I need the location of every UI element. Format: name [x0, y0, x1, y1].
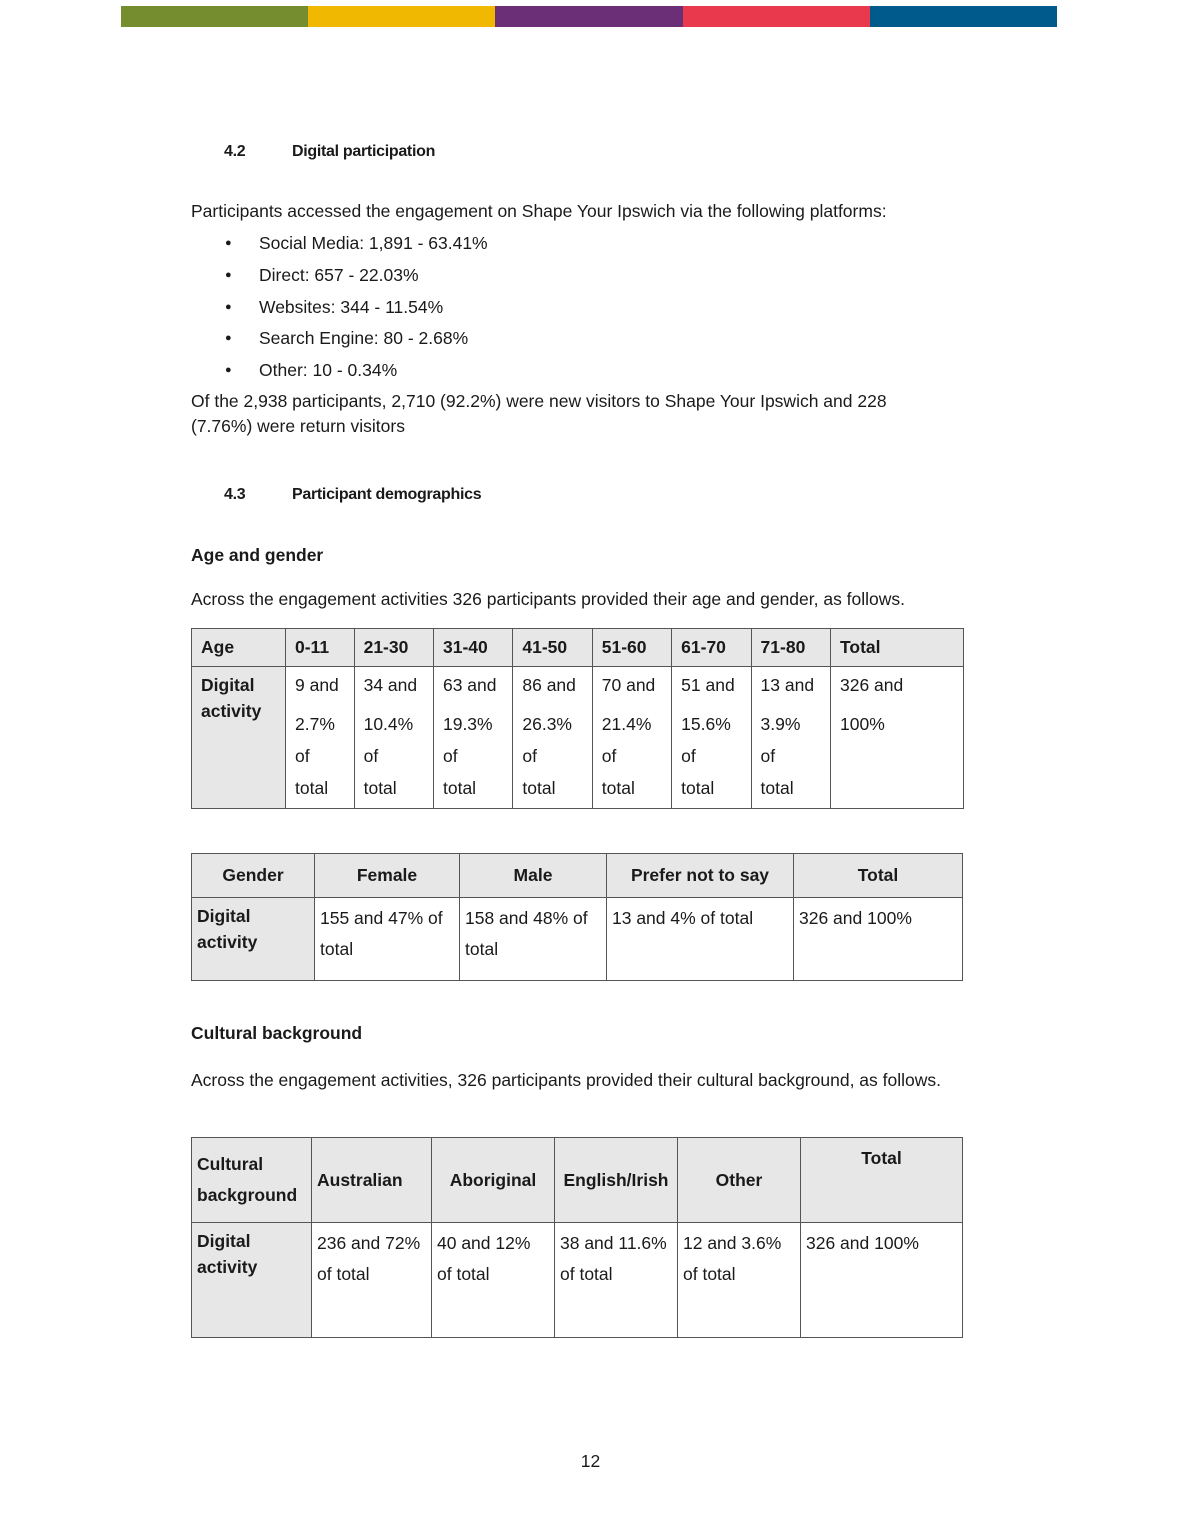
- column-header: Australian: [312, 1138, 432, 1223]
- list-item: ● Other: 10 - 0.34%: [191, 357, 488, 389]
- cell-line: 2.7%: [295, 714, 335, 734]
- visitors-paragraph: Of the 2,938 participants, 2,710 (92.2%) were new visitors to Shape Your Ipswich and 228 (7.76%) were return visitors: [191, 391, 887, 436]
- cell-line: 3.9%: [760, 714, 801, 734]
- column-header: 71-80: [751, 629, 830, 667]
- cell-line: of: [760, 746, 776, 766]
- table-header-row: [192, 1138, 963, 1223]
- table-cell: [751, 667, 830, 809]
- color-band: [308, 6, 495, 27]
- cell-line: 19.3%: [442, 714, 493, 734]
- cell-line: of: [681, 746, 696, 766]
- list-item: ● Direct: 657 - 22.03%: [191, 262, 488, 294]
- cell-line: 63 and: [442, 675, 497, 695]
- cell-line: 100%: [840, 714, 885, 734]
- column-header: Gender: [192, 854, 315, 898]
- column-header: 61-70: [672, 629, 751, 667]
- cell-line: total: [363, 778, 397, 798]
- cell-line: 86 and: [522, 675, 576, 695]
- column-header: 21-30: [354, 629, 433, 667]
- row-label: Digital activity: [192, 667, 286, 809]
- cell-line: 26.3%: [522, 714, 572, 734]
- cell-line: total: [522, 778, 556, 798]
- cell-line: of: [442, 746, 458, 766]
- table-cell: 236 and 72% of total: [312, 1223, 432, 1338]
- column-header: English/Irish: [555, 1138, 678, 1223]
- list-item: ● Search Engine: 80 - 2.68%: [191, 325, 488, 357]
- row-label: Digital activity: [192, 1223, 312, 1338]
- table-cell: [286, 667, 355, 809]
- column-header: Prefer not to say: [607, 854, 794, 898]
- table-header-row: [192, 854, 963, 898]
- list-item: ● Websites: 344 - 11.54%: [191, 294, 488, 326]
- column-header: Male: [460, 854, 607, 898]
- cell-line: 34 and: [363, 675, 418, 695]
- column-header: Female: [315, 854, 460, 898]
- color-band: [683, 6, 870, 27]
- platforms-intro: Participants accessed the engagement on Shape Your Ipswich via the following platforms:: [191, 201, 887, 221]
- cell-line: total: [295, 778, 329, 798]
- cell-line: of: [295, 746, 310, 766]
- cell-line: 10.4%: [363, 714, 414, 734]
- list-item: ● Social Media: 1,891 - 63.41%: [191, 230, 488, 262]
- table-cell: [672, 667, 751, 809]
- cell-line: 70 and: [601, 675, 656, 695]
- cell-line: of: [363, 746, 379, 766]
- table-header-row: [192, 629, 964, 667]
- column-header: 31-40: [433, 629, 512, 667]
- column-header: 51-60: [592, 629, 671, 667]
- cell-line: 51 and: [681, 675, 735, 695]
- gender-table: [191, 853, 963, 981]
- table-cell: 12 and 3.6% of total: [678, 1223, 801, 1338]
- column-header: 41-50: [513, 629, 592, 667]
- column-header: Age: [192, 629, 286, 667]
- table-cell: [433, 667, 512, 809]
- column-header: Other: [678, 1138, 801, 1223]
- row-label: Digital activity: [192, 898, 315, 981]
- cell-line: total: [601, 778, 635, 798]
- cell-line: 21.4%: [601, 714, 652, 734]
- brand-color-bar: [121, 6, 1057, 27]
- color-band: [121, 6, 308, 27]
- page-number: 12: [580, 1451, 601, 1471]
- column-header: Cultural background: [192, 1138, 312, 1223]
- column-header: Total: [801, 1138, 963, 1223]
- table-cell: [513, 667, 592, 809]
- column-header: 0-11: [286, 629, 355, 667]
- cultural-heading: Cultural background: [191, 1023, 363, 1043]
- cell-line: 13 and: [760, 675, 815, 695]
- cell-line: total: [681, 778, 715, 798]
- cell-line: 15.6%: [681, 714, 731, 734]
- color-band: [495, 6, 682, 27]
- column-header: Total: [831, 629, 964, 667]
- age-gender-intro: Across the engagement activities 326 participants provided their age and gender, as follows.: [191, 589, 906, 609]
- table-cell: 13 and 4% of total: [607, 898, 794, 981]
- section-title: Digital participation: [292, 143, 436, 160]
- cell-line: 326 and: [840, 675, 904, 695]
- section-heading-4-2: [224, 143, 435, 161]
- color-band: [870, 6, 1057, 27]
- table-cell: 326 and 100%: [801, 1223, 963, 1338]
- table-cell: 155 and 47% of total: [315, 898, 460, 981]
- table-row: [192, 898, 963, 981]
- table-cell: 38 and 11.6% of total: [555, 1223, 678, 1338]
- section-heading-4-3: [224, 486, 481, 504]
- column-header: Aboriginal: [432, 1138, 555, 1223]
- table-cell: [354, 667, 433, 809]
- table-row: [192, 667, 964, 809]
- column-header: Total: [794, 854, 963, 898]
- table-cell: 158 and 48% of total: [460, 898, 607, 981]
- platforms-list: [191, 230, 488, 389]
- section-title: Participant demographics: [292, 486, 482, 503]
- cell-line: total: [442, 778, 477, 798]
- cell-line: of: [601, 746, 617, 766]
- table-cell: 40 and 12% of total: [432, 1223, 555, 1338]
- age-table: [191, 628, 964, 809]
- cultural-intro: Across the engagement activities, 326 participants provided their cultural background, as follows.: [191, 1070, 941, 1090]
- section-number: 4.3: [224, 486, 246, 503]
- cell-line: total: [760, 778, 794, 798]
- table-row: [192, 1223, 963, 1338]
- section-number: 4.2: [224, 143, 246, 160]
- table-cell: [831, 667, 964, 809]
- cell-line: of: [522, 746, 537, 766]
- culture-table: [191, 1137, 963, 1338]
- cell-line: 9 and: [295, 675, 339, 695]
- age-gender-heading: Age and gender: [191, 545, 324, 565]
- table-cell: [592, 667, 671, 809]
- table-cell: 326 and 100%: [794, 898, 963, 981]
